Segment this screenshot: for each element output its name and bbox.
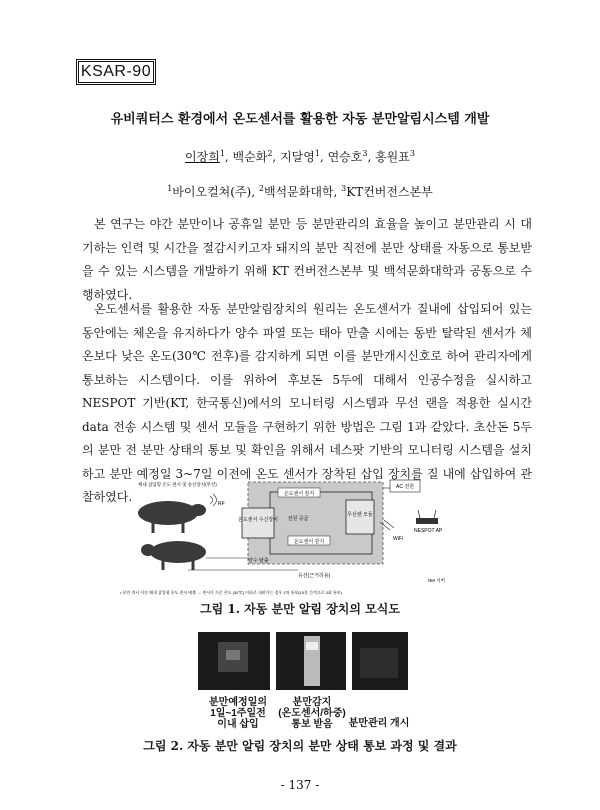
author-name: 홍원표 (375, 150, 410, 164)
ksar-badge: KSAR-90 (76, 59, 156, 85)
affiliation: 바이오컬쳐(주) (172, 185, 252, 199)
photo-label-detection: 분만감지 (온도센서/하중) 통보 받음 (278, 697, 346, 730)
figure-1-footnote: • 분만 개시 이전 체내 삽입형 온도 센서 배출 → 센서가 기준 온도 (30℃) 이하로 내려가는 경우 1차 통보(10분 간격으로 3회 통보) (120, 590, 342, 595)
power-supply-label: 전원 공급 (287, 516, 309, 522)
rf-signal-icon (210, 494, 217, 506)
photo-detection (276, 632, 346, 690)
body-paragraph-2: 온도센서를 활용한 자동 분만알림장치의 원리는 온도센서가 질내에 삽입되어 있는 동안에는 체온을 유지하다가 양수 파열 또는 태아 만출 시에는 동반 탈락된 센서가 체온보다 낮은 온도(30℃ 전후)를 감지하게 되면 이를 분만개시신호로 하여 관리자에게 통보하는 시스템이다. 이를 위하여 후보돈 5두에 대해서 인공수정을 실시하고 NESPOT 기반(KT, 한국통신)에서의 모니터링 시스템과 무선 랜을 적용한 실시간 data 전송 시스템 및 센서 모듈을 구현하기 위한 방법은 그림 1과 같았다. 초산돈 5두의 분만 전 분만 상태의 통보 및 확인을 위해서 네스팟 기반의 모니터링 시스템을 설치하고 분만 예정일 3~7일 이전에 온도 센서가 장착된 삽입 장치를 질 내에 삽입하여 관찰하였다. (82, 302, 532, 504)
temp-detect-bottom-label: 온도센서 감지 (293, 539, 325, 545)
author-name: 백순화 (232, 150, 268, 164)
paper-title: 유비쿼터스 환경에서 온도센서를 활용한 자동 분만알림시스템 개발 (110, 112, 490, 127)
author-affil-mark: 3 (362, 149, 368, 158)
sensor-receiver-label: 온도센서 수신장치 (237, 517, 279, 523)
sensor-receiver-box (242, 508, 274, 538)
rf-label: RF (218, 501, 225, 507)
wireless-module-label: 무선랜 모듈 (347, 512, 373, 518)
body-paragraph-1: 본 연구는 야간 분만이나 공휴일 분만 등 분만관리의 효율을 높이고 분만관리 시 대기하는 인력 및 시간을 절감시키고자 돼지의 분만 직전에 분만 상태를 자동으로 통보받을 수 있는 시스템을 개발하기 위해 KT 컨버전스본부 및 백석문화대학과 공동으로 수행하였다. (82, 217, 532, 302)
page-number: - 137 - (280, 778, 320, 792)
affil-mark: 2 (258, 184, 264, 193)
affiliation-list: $^1$바이오컬쳐(주), $^2$백석문화대학, $^3$KT컨버전스본부 (167, 184, 433, 199)
author-list: 이장희$^1$, 백순화$^2$, 지달영$^1$, 연승호$^3$, 홍원표$^3$ (185, 149, 415, 164)
affiliation: KT컨버전스본부 (346, 185, 433, 199)
temp-detect-top-label: 온도센서 감지 (283, 491, 315, 497)
author-name: 이장희 (185, 150, 220, 164)
nespot-ap-icon (416, 518, 438, 524)
author-affil-mark: 1 (219, 149, 225, 158)
author-affil-mark: 3 (409, 149, 415, 158)
photo-management (352, 632, 408, 690)
figure-1-caption: 그림 1. 자동 분만 알림 장치의 모식도 (200, 602, 400, 616)
amniotic-label: 양수 탈출 (248, 558, 269, 564)
author-name: 지달영 (280, 150, 315, 164)
nm-server-label: NM 서버 (428, 578, 445, 583)
author-affil-mark: 1 (314, 149, 320, 158)
author-name: 연승호 (327, 150, 363, 164)
wire-label: 유선(근거리용) (298, 573, 331, 579)
ac-power-label: AC 전원 (396, 484, 414, 490)
photo-insertion (198, 632, 270, 690)
sensor-note-label: 체내 삽입형 온도 센서 및 송신장치(무선) (138, 482, 217, 487)
nespot-ap-label: NESPOT AP (414, 528, 443, 534)
affil-mark: 3 (341, 184, 347, 193)
photo-label-insertion: 분만예정일의 1일~1주일전 이내 삽입 (209, 697, 267, 730)
figure-2-caption: 그림 2. 자동 분만 알림 장치의 분만 상태 통보 과정 및 결과 (143, 739, 457, 753)
figure-1-diagram (118, 478, 478, 598)
pig-top-icon (138, 501, 198, 525)
affil-mark: 1 (167, 184, 173, 193)
affiliation: 백석문화대학 (263, 185, 334, 199)
pig-bottom-icon (150, 541, 206, 563)
author-affil-mark: 2 (267, 149, 273, 158)
photo-label-management: 분만관리 개시 (348, 718, 410, 729)
wifi-label: WiFi (393, 536, 403, 542)
